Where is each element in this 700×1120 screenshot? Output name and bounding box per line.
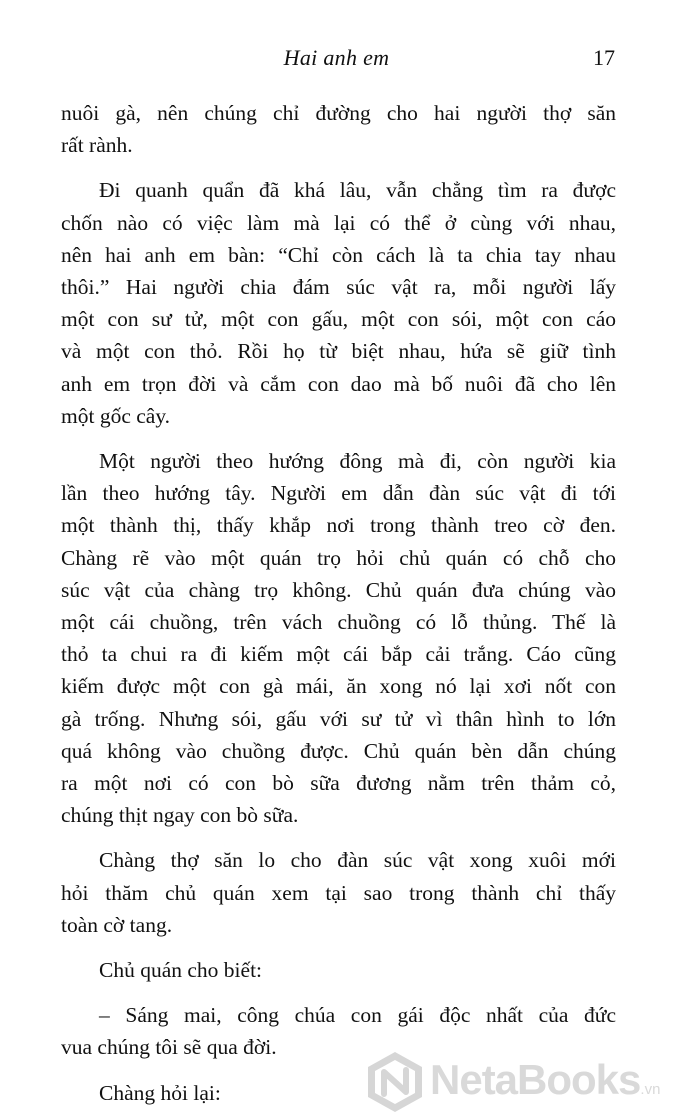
paragraph-3-line-5: súc vật của chàng trọ không. Chủ quán đưa chúng vào bbox=[61, 577, 616, 602]
paragraph-2-line-4: thôi.” Hai người chia đám súc vật ra, mỗi người lấy bbox=[61, 275, 616, 300]
paragraph-2-line-7: anh em trọn đời và cắm con dao mà bố nuôi đã cho lên bbox=[61, 371, 616, 396]
watermark-brand-name: NetaBooks bbox=[430, 1056, 641, 1103]
paragraph-3-line-12: chúng thịt ngay con bò sữa. bbox=[61, 803, 299, 828]
paragraph-3-line-10: quá không vào chuồng được. Chủ quán bèn dẫn chúng bbox=[61, 738, 616, 763]
paragraph-3-line-2: lần theo hướng tây. Người em dẫn đàn súc vật đi tới bbox=[61, 481, 616, 506]
paragraph-5-line-1: Chủ quán cho biết: bbox=[99, 958, 263, 983]
paragraph-3-line-1: Một người theo hướng đông mà đi, còn người kia bbox=[99, 449, 616, 474]
watermark-brand bbox=[430, 1056, 660, 1104]
paragraph-2-line-2: chốn nào có việc làm mà lại có thể ở cùng với nhau, bbox=[61, 210, 616, 235]
paragraph-2-line-6: và một con thỏ. Rồi họ từ biệt nhau, hứa sẽ giữ tình bbox=[61, 339, 616, 364]
paragraph-4-line-3: toàn cờ tang. bbox=[61, 912, 173, 937]
body-text bbox=[61, 97, 616, 1109]
paragraph-6-line-1: – Sáng mai, công chúa con gái độc nhất của đức bbox=[99, 1003, 616, 1028]
page-header bbox=[58, 45, 615, 75]
running-title: Hai anh em bbox=[283, 45, 390, 70]
page-number: 17 bbox=[593, 45, 615, 70]
paragraph-6-line-2: vua chúng tôi sẽ qua đời. bbox=[61, 1035, 277, 1060]
paragraph-2-line-5: một con sư tử, một con gấu, một con sói, một con cáo bbox=[61, 307, 616, 332]
paragraph-1-line-2: rất rành. bbox=[61, 133, 133, 158]
paragraph-3-line-8: kiếm được một con gà mái, ăn xong nó lại xơi nốt con bbox=[61, 674, 616, 699]
paragraph-3-line-7: thỏ ta chui ra đi kiếm một cái bắp cải trắng. Cáo cũng bbox=[61, 642, 616, 667]
paragraph-1-line-1: nuôi gà, nên chúng chỉ đường cho hai người thợ săn bbox=[61, 101, 616, 125]
netabooks-watermark bbox=[364, 1050, 696, 1114]
paragraph-3-line-11: ra một nơi có con bò sữa đương nằm trên thảm cỏ, bbox=[61, 771, 616, 796]
netabooks-logo-icon bbox=[364, 1050, 426, 1114]
paragraph-3-line-6: một cái chuồng, trên vách chuồng có lỗ thủng. Thế là bbox=[61, 610, 616, 635]
paragraph-3-line-3: một thành thị, thấy khắp nơi trong thành treo cờ đen. bbox=[61, 513, 616, 538]
paragraph-4-line-2: hỏi thăm chủ quán xem tại sao trong thành chỉ thấy bbox=[61, 880, 616, 905]
paragraph-4-line-1: Chàng thợ săn lo cho đàn súc vật xong xuôi mới bbox=[99, 848, 616, 873]
paragraph-7-line-1: Chàng hỏi lại: bbox=[99, 1080, 221, 1105]
paragraph-3-line-9: gà trống. Nhưng sói, gấu với sư tử vì thân hình to lớn bbox=[61, 706, 616, 731]
paragraph-2-line-3: nên hai anh em bàn: “Chỉ còn cách là ta chia tay nhau bbox=[61, 242, 616, 267]
paragraph-3-line-4: Chàng rẽ vào một quán trọ hỏi chủ quán có chỗ cho bbox=[61, 545, 616, 570]
paragraph-2-line-1: Đi quanh quẩn đã khá lâu, vẫn chẳng tìm ra được bbox=[99, 178, 616, 203]
paragraph-2-line-8: một gốc cây. bbox=[61, 403, 171, 428]
watermark-domain-suffix: .vn bbox=[640, 1081, 661, 1098]
